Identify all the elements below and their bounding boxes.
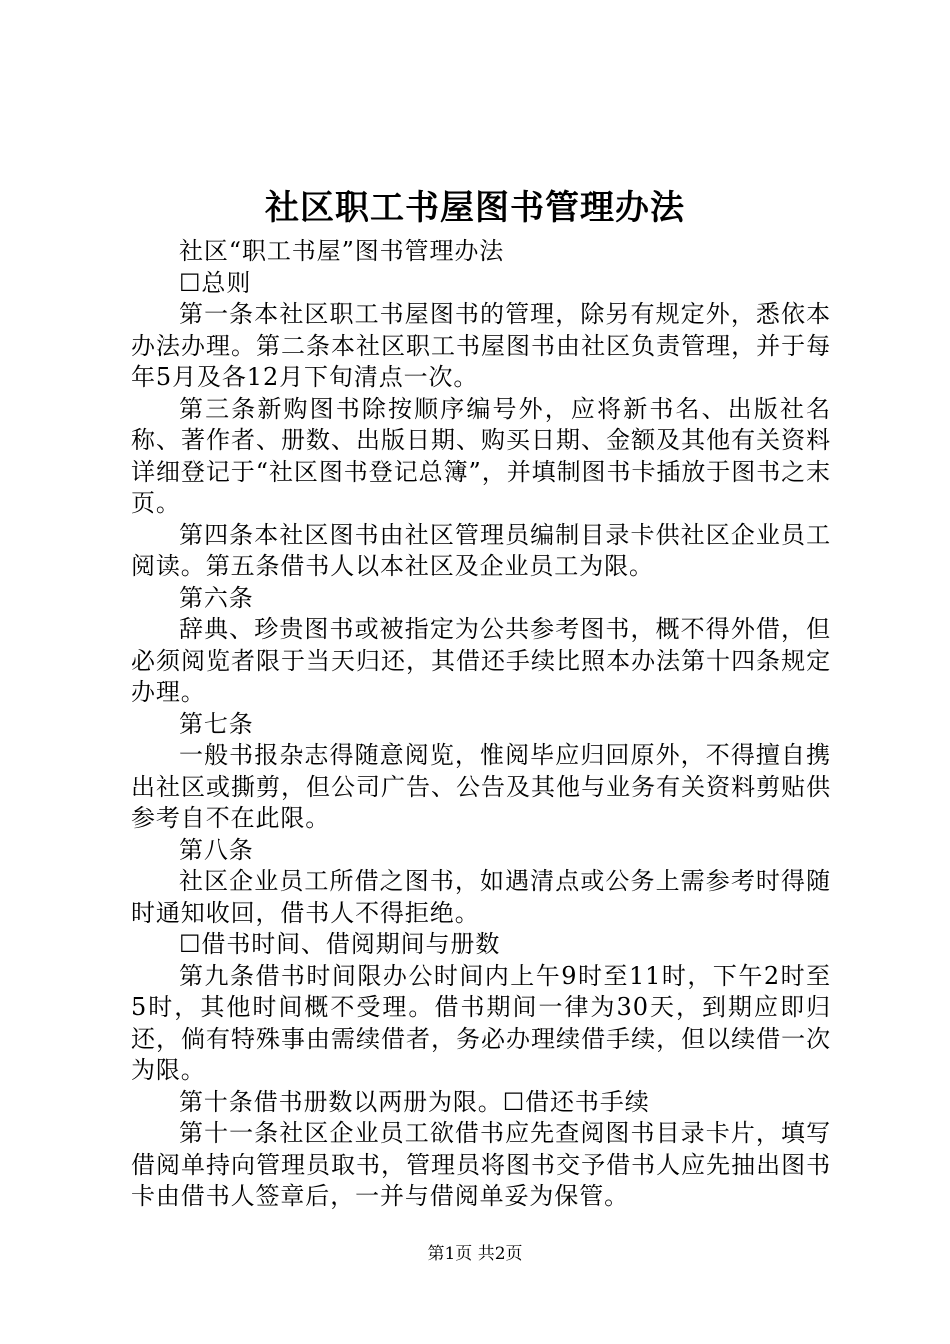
document-title: 社区职工书屋图书管理办法 (265, 188, 685, 228)
subtitle-paragraph: 社区“职工书屋”图书管理办法 (179, 237, 505, 265)
section-heading-general: ☐总则 (179, 268, 252, 297)
article-8-heading: 第八条 (179, 835, 254, 864)
section-heading-borrowing-time: ☐借书时间、借阅期间与册数 (179, 930, 501, 958)
article-9-paragraph: 第九条借书时间限办公时间内上午9时至11时，下午2时至5时，其他时间概不受理。借书期间一律为30天，到期应即归还，倘有特殊事由需续借者，务必办理续借手续，但以续借一次为限。 (131, 961, 831, 1084)
article-4-5-paragraph: 第四条本社区图书由社区管理员编制目录卡供社区企业员工阅读。第五条借书人以本社区及企业员工为限。 (131, 520, 831, 580)
article-11-paragraph: 第十一条社区企业员工欲借书应先查阅图书目录卡片，填写借阅单持向管理员取书，管理员将图书交予借书人应先抽出图书卡由借书人签章后，一并与借阅单妥为保管。 (131, 1119, 831, 1210)
page-footer: 第1页 共2页 (427, 1244, 523, 1264)
article-8-paragraph: 社区企业员工所借之图书，如遇清点或公务上需参考时得随时通知收回，借书人不得拒绝。 (131, 867, 831, 927)
article-7-heading: 第七条 (179, 709, 254, 738)
document-body (131, 236, 831, 1213)
article-1-2-paragraph: 第一条本社区职工书屋图书的管理，除另有规定外，悉依本办法办理。第二条本社区职工书屋图书由社区负责管理，并于每年5月及各12月下旬清点一次。 (131, 300, 831, 391)
article-6-heading: 第六条 (179, 583, 254, 612)
article-10-paragraph: 第十条借书册数以两册为限。☐借还书手续 (179, 1087, 650, 1116)
article-3-paragraph: 第三条新购图书除按顺序编号外，应将新书名、出版社名称、著作者、册数、出版日期、购买日期、金额及其他有关资料详细登记于“社区图书登记总簿”，并填制图书卡插放于图书之末页。 (131, 394, 831, 517)
article-7-paragraph: 一般书报杂志得随意阅览，惟阅毕应归回原外，不得擅自携出社区或撕剪，但公司广告、公告及其他与业务有关资料剪贴供参考自不在此限。 (131, 741, 831, 832)
article-6-paragraph: 辞典、珍贵图书或被指定为公共参考图书，概不得外借，但必须阅览者限于当天归还，其借还手续比照本办法第十四条规定办理。 (131, 615, 831, 706)
